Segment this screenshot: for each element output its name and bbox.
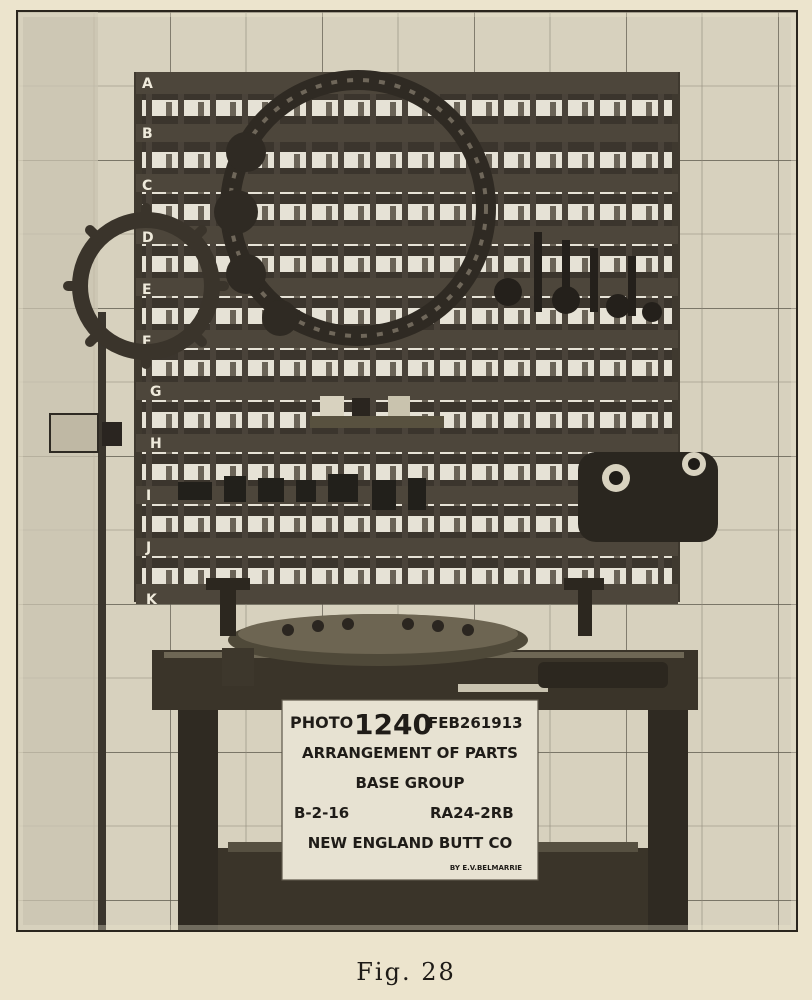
sign-line-2: BASE GROUP [355, 774, 465, 792]
sign-code-right: RA24-2RB [430, 804, 514, 822]
row-letter: H [150, 436, 162, 452]
pump-housing [578, 452, 718, 542]
row-letter: J [146, 540, 152, 556]
photograph [16, 10, 798, 932]
row-letter: G [150, 384, 162, 400]
wall-pipe [98, 312, 106, 930]
row-letter: I [146, 488, 152, 504]
sign-code-left: B-2-16 [294, 804, 350, 822]
sign-number: 1240 [354, 708, 432, 741]
row-letter: B [142, 126, 153, 142]
sign-date: FEB261913 [428, 714, 523, 732]
sign-company: NEW ENGLAND BUTT CO [307, 834, 513, 852]
row-letter: D [142, 230, 154, 246]
photo-sign [282, 700, 538, 880]
row-letter: A [142, 76, 153, 92]
row-letter: E [142, 282, 152, 298]
photo-illustration [18, 12, 796, 930]
figure-caption: Fig. 28 [356, 958, 456, 986]
sign-line-1: ARRANGEMENT OF PARTS [302, 744, 518, 762]
sign-label: PHOTO [290, 713, 354, 732]
row-letter: C [142, 178, 153, 194]
sign-byline: BY E.V.BELMARRIE [449, 864, 523, 872]
row-letter: F [142, 334, 152, 350]
row-letter: K [146, 592, 157, 608]
